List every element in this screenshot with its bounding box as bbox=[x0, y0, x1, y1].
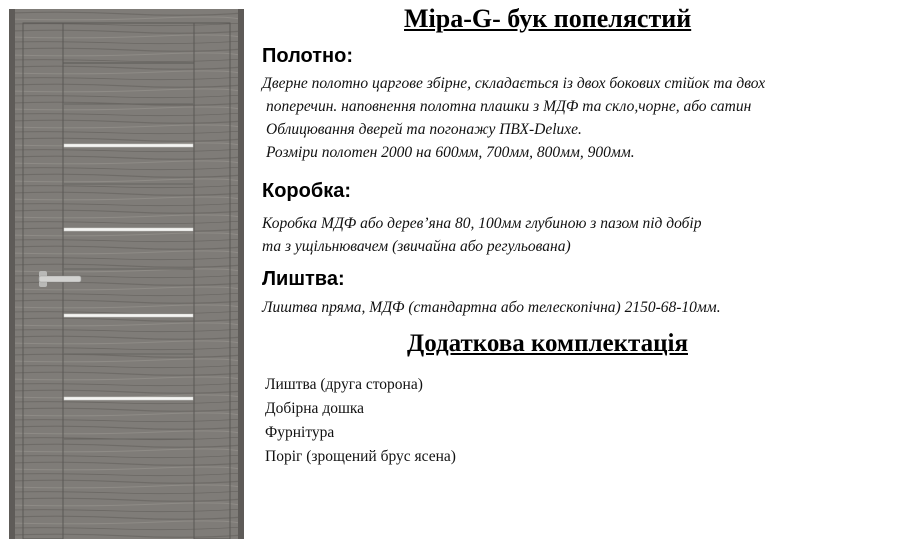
text-line: Облицювання дверей та погонажу ПВХ-Deluxe. bbox=[266, 121, 582, 138]
list-item: Лиштва (друга сторона) bbox=[265, 376, 423, 393]
section-text-frame bbox=[262, 212, 702, 258]
text-line: Лиштва пряма, МДФ (стандартна або телескопічна) 2150-68-10мм. bbox=[262, 299, 721, 316]
list-item: Поріг (зрощений брус ясена) bbox=[265, 448, 456, 465]
door-illustration bbox=[9, 9, 244, 539]
section-heading-trim: Лиштва: bbox=[262, 268, 345, 290]
glass-strip bbox=[64, 397, 193, 400]
door-panel bbox=[64, 64, 193, 539]
door-right-stile bbox=[194, 23, 230, 539]
door-image bbox=[9, 9, 244, 539]
text-line: Коробка МДФ або дерев’яна 80, 100мм глубиною з пазом під добір bbox=[262, 215, 702, 232]
list-item: Добірна дошка bbox=[265, 400, 365, 417]
section-heading-frame: Коробка: bbox=[262, 180, 352, 202]
glass-strip bbox=[64, 228, 193, 231]
glass-strip bbox=[64, 144, 193, 147]
extras-heading: Додаткова комплектація bbox=[407, 330, 688, 357]
extras-list bbox=[265, 373, 456, 469]
text-line: поперечин. наповнення полотна плашки з МДФ та скло,чорне, або сатин bbox=[266, 98, 752, 115]
section-heading-canvas: Полотно: bbox=[262, 45, 354, 67]
product-title: Міра-G- бук попелястий bbox=[404, 4, 692, 33]
door-top-rail bbox=[63, 23, 194, 63]
list-item: Фурнітура bbox=[265, 424, 335, 441]
text-line: та з ущільнювачем (звичайна або регульована) bbox=[262, 238, 571, 255]
section-text-trim bbox=[262, 296, 721, 319]
text-line: Дверне полотно царгове збірне, складається із двох бокових стійок та двох bbox=[262, 75, 766, 92]
glass-strip bbox=[64, 314, 193, 317]
section-text-canvas bbox=[262, 72, 765, 164]
text-line: Розміри полотен 2000 на 600мм, 700мм, 800мм, 900мм. bbox=[266, 144, 635, 161]
